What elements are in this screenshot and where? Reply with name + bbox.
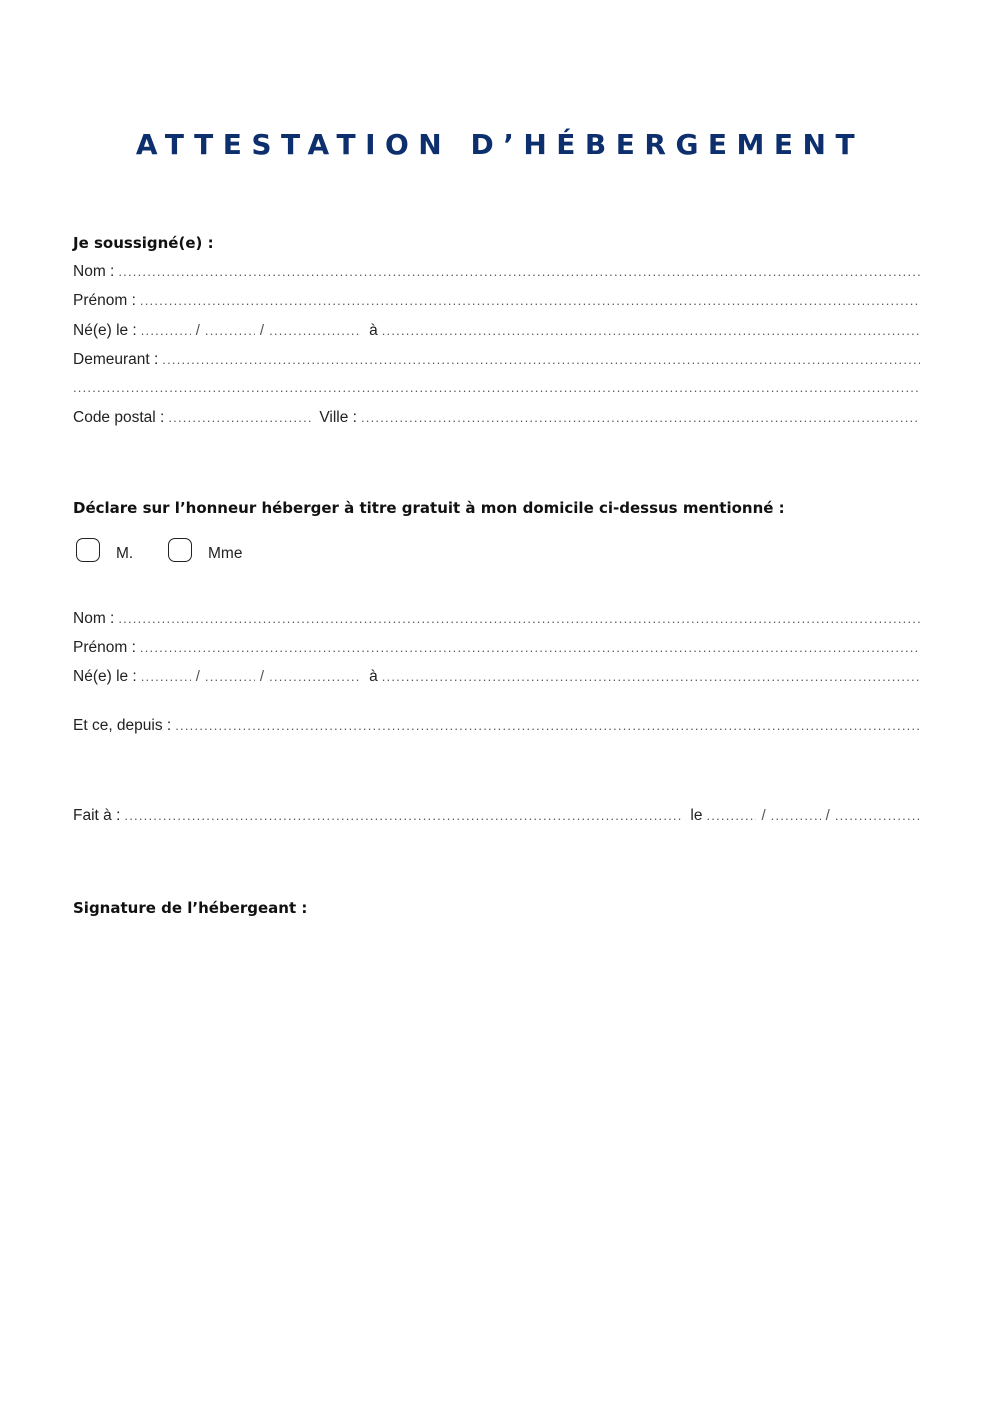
fait-day-line[interactable] (706, 808, 756, 823)
host-cp-line[interactable] (168, 410, 311, 425)
guest-prenom-line[interactable] (140, 640, 920, 655)
guest-depuis-label: Et ce, depuis : (73, 717, 172, 734)
fait-year-line[interactable] (835, 808, 920, 823)
guest-day-line[interactable] (141, 669, 191, 684)
host-prenom-field[interactable] (73, 292, 920, 314)
host-lieu-line[interactable] (382, 323, 920, 338)
fait-lieu-line[interactable] (124, 808, 682, 823)
fait-field[interactable] (73, 807, 920, 829)
host-ne-label: Né(e) le : (73, 322, 137, 339)
guest-nom-field[interactable] (73, 610, 920, 632)
host-year-line[interactable] (269, 323, 361, 338)
host-date-sep-1: / (195, 322, 200, 339)
host-heading: Je soussigné(e) : (73, 234, 214, 252)
guest-nom-line[interactable] (118, 611, 920, 626)
host-demeurant-line[interactable] (162, 352, 920, 367)
guest-prenom-label: Prénom : (73, 639, 136, 656)
guest-ne-label: Né(e) le : (73, 668, 137, 685)
host-naissance-field[interactable] (73, 322, 920, 344)
page-title: ATTESTATION D’HÉBERGEMENT (135, 128, 865, 161)
signature-area[interactable] (73, 930, 920, 1190)
host-nom-label: Nom : (73, 263, 115, 280)
host-ville-line[interactable] (361, 410, 920, 425)
host-day-line[interactable] (141, 323, 191, 338)
host-adresse-suite-field[interactable] (73, 380, 920, 402)
checkbox-mme[interactable] (168, 538, 192, 562)
host-nom-line[interactable] (118, 264, 920, 279)
guest-year-line[interactable] (269, 669, 361, 684)
host-month-line[interactable] (205, 323, 255, 338)
guest-date-sep-1: / (195, 668, 200, 685)
host-demeurant-field[interactable] (73, 351, 920, 373)
signature-heading: Signature de l’hébergeant : (73, 899, 308, 917)
host-demeurant-label: Demeurant : (73, 351, 159, 368)
declaration-heading: Déclare sur l’honneur héberger à titre gratuit à mon domicile ci-dessus mentionné : (73, 499, 785, 517)
fait-month-line[interactable] (771, 808, 821, 823)
host-lieu-label: à (369, 322, 378, 339)
guest-prenom-field[interactable] (73, 639, 920, 661)
host-date-sep-2: / (259, 322, 265, 339)
fait-label: Fait à : (73, 807, 121, 824)
option-m-label: M. (116, 545, 134, 562)
host-prenom-line[interactable] (140, 293, 920, 308)
guest-nom-label: Nom : (73, 610, 115, 627)
host-nom-field[interactable] (73, 263, 920, 285)
host-prenom-label: Prénom : (73, 292, 136, 309)
guest-lieu-line[interactable] (382, 669, 920, 684)
guest-depuis-field[interactable] (73, 717, 920, 739)
guest-lieu-label: à (369, 668, 378, 685)
host-cp-label: Code postal : (73, 409, 165, 426)
host-adresse-suite-line[interactable] (73, 380, 920, 395)
host-ville-label: Ville : (319, 409, 357, 426)
fait-le-label: le (690, 807, 703, 824)
guest-naissance-field[interactable] (73, 668, 920, 690)
fait-date-sep-1: / (761, 807, 766, 824)
checkbox-m[interactable] (76, 538, 100, 562)
guest-date-sep-2: / (259, 668, 265, 685)
host-cp-ville-field[interactable] (73, 409, 920, 431)
guest-depuis-line[interactable] (175, 718, 920, 733)
fait-date-sep-2: / (825, 807, 830, 824)
option-mme-label: Mme (208, 545, 243, 562)
guest-month-line[interactable] (205, 669, 255, 684)
